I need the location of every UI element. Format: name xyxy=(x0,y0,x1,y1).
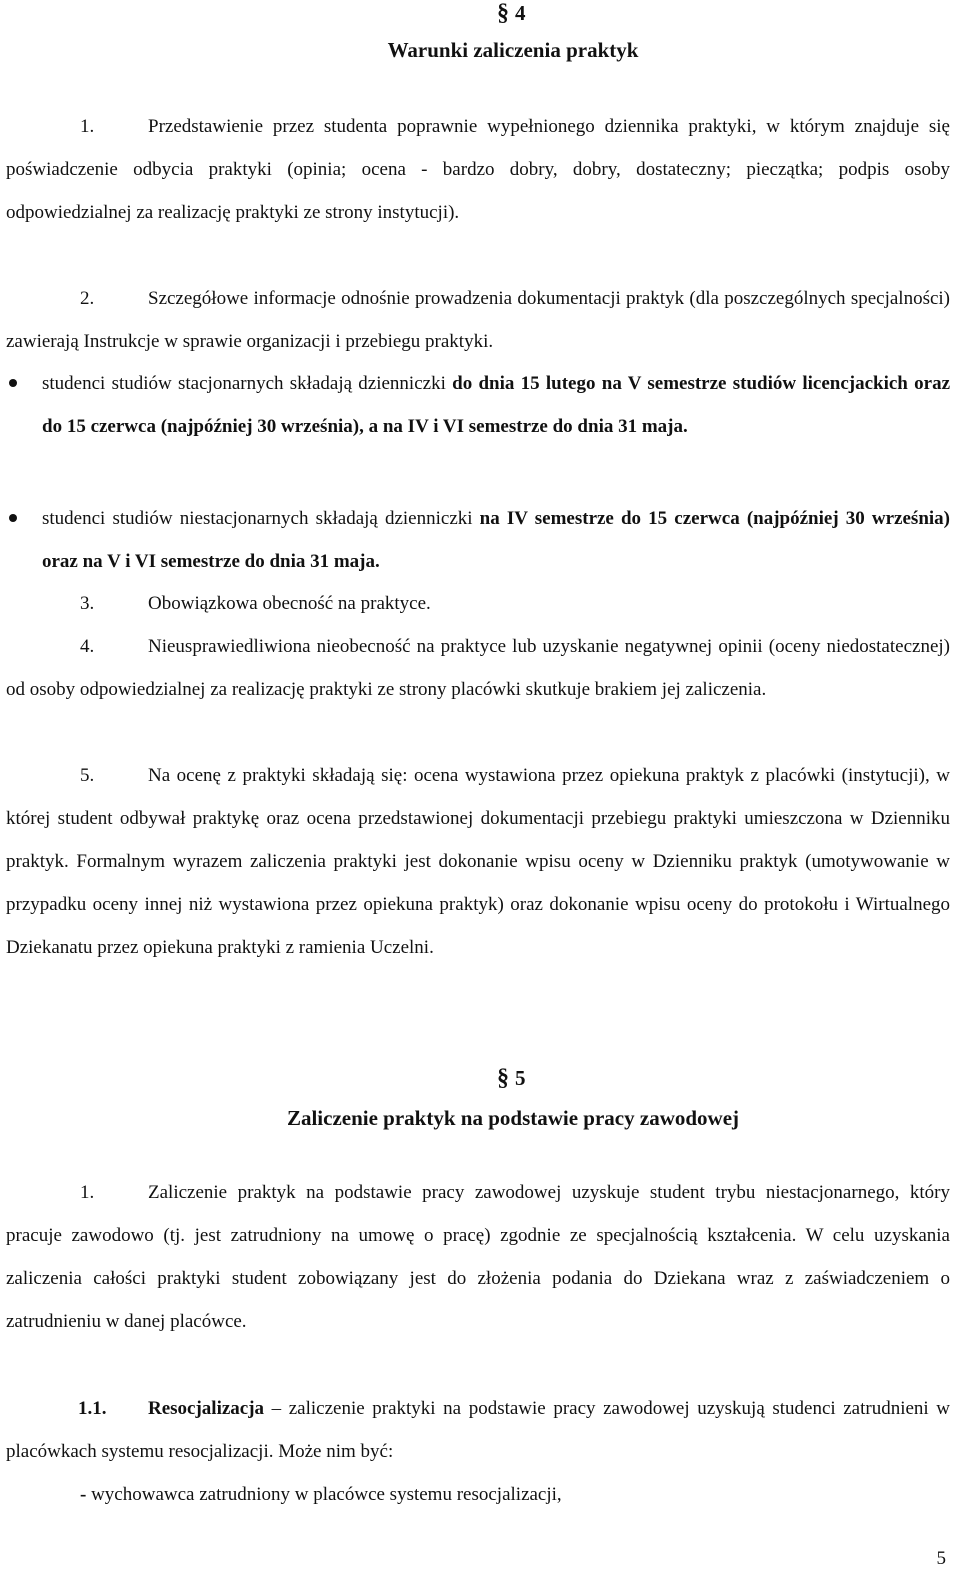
item-number: 1.1. xyxy=(78,1398,107,1419)
section-number: 5 xyxy=(515,1066,526,1090)
section-5-title: Zaliczenie praktyk na podstawie pracy zawodowej xyxy=(286,1106,740,1130)
item-text: Przedstawienie przez studenta poprawnie wypełnionego dziennika praktyki, w którym znajduje się poświadczenie odbycia praktyki (opinia; ocena - bardzo dobry, dobry, dostateczny; pieczątka; podpis osoby odpowiedzialnej za realizację praktyki ze strony instytucji). xyxy=(6,116,950,223)
bullet-niestacjonarne xyxy=(42,497,950,583)
paragraph-4-1 xyxy=(6,105,950,234)
item-number: 1. xyxy=(80,1182,95,1203)
list-text: wychowawca zatrudniony w placówce systemu resocjalizacji, xyxy=(91,1484,562,1505)
item-text: zaliczenie praktyki na podstawie pracy zawodowej uzyskują studenci zatrudnieni w placówkach systemu resocjalizacji. Może nim być: xyxy=(6,1398,951,1462)
item-number: 5. xyxy=(80,765,95,786)
bullet-icon xyxy=(9,379,17,387)
item-text: Szczegółowe informacje odnośnie prowadzenia dokumentacji praktyk (dla poszczególnych specjalności) zawierają Instrukcje w sprawie organizacji i przebiegu praktyki. xyxy=(6,288,950,352)
item-number: 3. xyxy=(80,593,95,614)
paragraph-4-4 xyxy=(6,625,950,711)
bullet-deadline: na IV semestrze do 15 czerwca (najpóźniej 30 września) oraz na V i VI semestrze do dnia 31 maja. xyxy=(42,508,950,572)
bullet-stacjonarne xyxy=(42,362,950,448)
specialty-name: Resocjalizacja xyxy=(148,1398,265,1419)
bullet-text: studenci studiów niestacjonarnych składają dzienniczki xyxy=(42,508,473,529)
item-number: 2. xyxy=(80,288,95,309)
paragraph-5-1-1 xyxy=(6,1387,950,1473)
dash: – xyxy=(271,1398,282,1419)
bullet-text: studenci studiów stacjonarnych składają dzienniczki xyxy=(42,373,446,394)
paragraph-5-1 xyxy=(6,1171,950,1343)
section-4-title: Warunki zaliczenia praktyk xyxy=(387,38,639,62)
item-text: Nieusprawiedliwiona nieobecność na praktyce lub uzyskanie negatywnej opinii (oceny niedostatecznej) od osoby odpowiedzialnej za realizację praktyki ze strony placówki skutkuje brakiem jej zaliczenia. xyxy=(6,636,950,700)
item-number: 4. xyxy=(80,636,95,657)
paragraph-4-3 xyxy=(6,582,950,625)
paragraph-4-5 xyxy=(6,754,950,969)
list-dash: - xyxy=(80,1484,87,1505)
section-symbol: § xyxy=(497,1065,509,1091)
item-text: Obowiązkowa obecność na praktyce. xyxy=(148,593,431,614)
item-text: Zaliczenie praktyk na podstawie pracy zawodowej uzyskuje student trybu niestacjonarnego, który pracuje zawodowo (tj. jest zatrudniony na umowę o pracę) zgodnie ze specjalnością kształcenia. W celu uzyskania zaliczenia całości praktyki student zobowiązany jest do złożenia podania do Dziekana wraz z zaświadczeniem o zatrudnieniu w danej placówce. xyxy=(6,1182,950,1332)
section-number: 4 xyxy=(515,1,526,25)
bullet-deadline: do dnia 15 lutego na V semestrze studiów licencjackich oraz do 15 czerwca (najpóźniej 30 września), a na IV i VI semestrze do dnia 31 maja. xyxy=(42,373,951,437)
item-number: 1. xyxy=(80,116,95,137)
list-line xyxy=(6,1473,950,1516)
item-text: Na ocenę z praktyki składają się: ocena wystawiona przez opiekuna praktyk z placówki (instytucji), w której student odbywał praktykę oraz ocena przedstawionej dokumentacji przebiegu praktyki umieszczona w Dzienniku praktyk. Formalnym wyrazem zaliczenia praktyki jest dokonanie wpisu oceny w Dzienniku praktyk (umotywowanie w przypadku oceny innej niż wystawiona przez opiekuna praktyk) oraz dokonanie wpisu oceny do protokołu i Wirtualnego Dziekanatu przez opiekuna praktyki z ramienia Uczelni. xyxy=(6,765,950,958)
section-symbol: § xyxy=(497,0,509,26)
section-5-heading xyxy=(497,1065,526,1092)
section-4-heading xyxy=(497,0,526,27)
paragraph-4-2 xyxy=(6,277,950,363)
page-number: 5 xyxy=(936,1548,946,1569)
bullet-icon xyxy=(9,514,17,522)
